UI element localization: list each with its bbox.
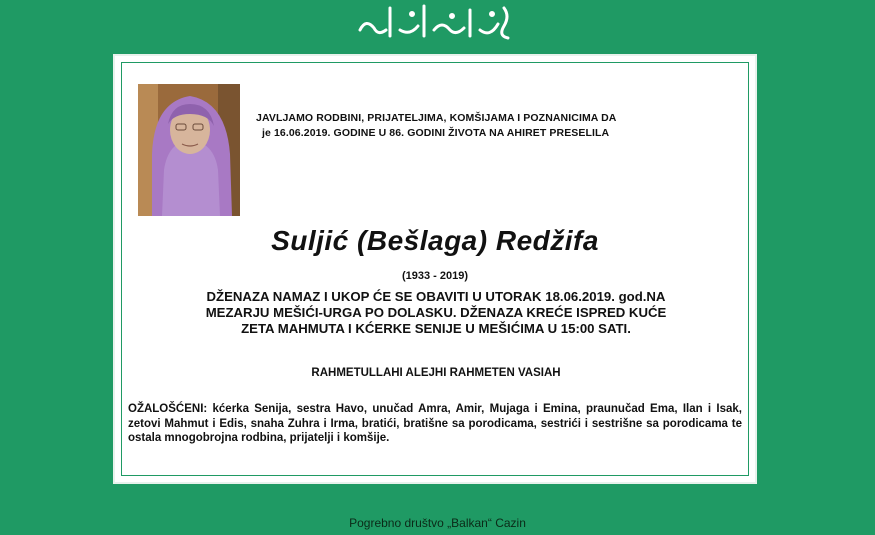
funeral-line-3: ZETA MAHMUTA I KĆERKE SENIJE U MEŠIĆIMA U 15:00 SATI. — [241, 321, 631, 336]
life-years: (1933 - 2019) — [401, 270, 469, 282]
intro-line-2: je 16.06.2019. GODINE U 86. GODINI ŽIVOTA NA AHIRET PRESELILA — [262, 127, 610, 139]
prayer-line: RAHMETULLAHI ALEJHI RAHMETEN VASIAH — [311, 367, 561, 379]
funeral-details — [128, 289, 744, 337]
deceased-portrait — [138, 84, 240, 216]
funeral-line-1: DŽENAZA NAMAZ I UKOP ĆE SE OBAVITI U UTORAK 18.06.2019. god.NA — [206, 289, 666, 304]
announcement-intro — [256, 111, 698, 141]
mourners-list: OŽALOŠĆENI: kćerka Senija, sestra Havo, unučad Amra, Amir, Mujaga i Emina, praunučad Ema, Ilan i Isak, zetovi Mahmut i Edis, snaha Zuhra i Irma, bratići, bratišne sa porodicama, sestrići i sestrišne sa porodicama te ostala mnogobrojna rodbina, prijatelji i komšije. — [128, 403, 742, 444]
funeral-home-credit: Pogrebno društvo „Balkan“ Cazin — [349, 516, 526, 530]
deceased-name: Suljić (Bešlaga) Redžifa — [271, 225, 599, 256]
intro-line-1: JAVLJAMO RODBINI, PRIJATELJIMA, KOMŠIJAMA I POZNANICIMA DA — [256, 112, 617, 124]
arabic-calligraphy-icon — [352, 0, 524, 44]
funeral-line-2: MEZARJU MEŠIĆI-URGA PO DOLASKU. DŽENAZA KREĆE ISPRED KUĆE — [205, 305, 667, 320]
